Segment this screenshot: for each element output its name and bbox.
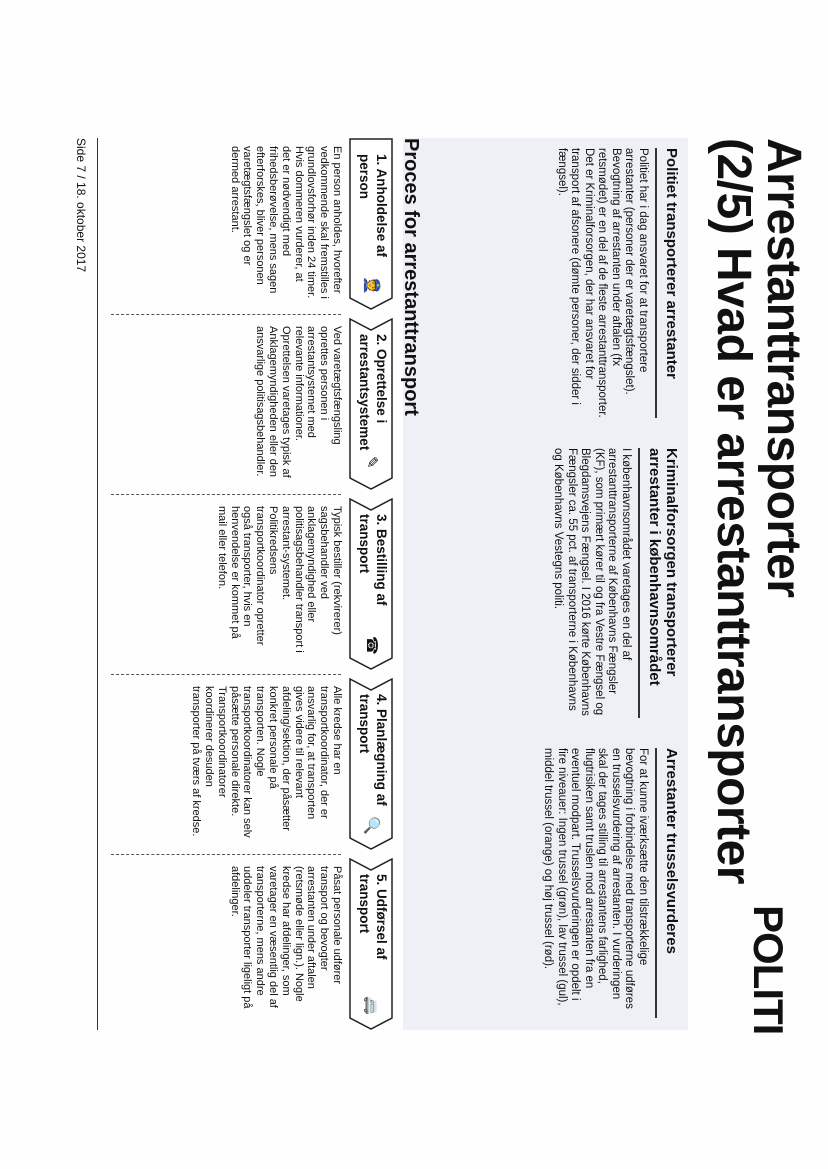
search-icon: 🔍 (363, 816, 380, 835)
step-description: Påsat personale udfører transport og bevogter arrestanten under aftalen (retsmøde eller lign.). Nogle kredse har afdelinger, som varetager en væsentlig del af transporterne, mens andre uddeler transporter ligeligt på afdelinger. (228, 866, 343, 1009)
step-label: 3. Bestilling af transport (357, 514, 389, 606)
page-subtitle: (2/5) Hvad er arrestanttransporter (707, 138, 760, 884)
process-step-4 (189, 678, 393, 850)
footer-divider (97, 138, 98, 1030)
process-step-2 (253, 318, 393, 490)
step-label: 5. Udførsel af transport (357, 874, 389, 960)
info-text: I københavnsområdet varetages en del af arrestanttransporterne af Københavns Fængsler (KF), som primært kører til og fra Vestre Fængsel og Blegdamsvejens Fængsel. I 2016 kørte Københavns Fængsler ca. 55 pct. af transporterne i Københavns og Københavns Vestegns politi. (552, 448, 632, 716)
info-column-kriminalforsorgen (551, 448, 680, 718)
title-block (708, 138, 808, 998)
step-divider (111, 494, 341, 495)
pen-icon: ✎ (363, 456, 380, 469)
process-step-5 (228, 858, 393, 1030)
info-heading: Politiet transporterer arrestanter (655, 148, 680, 418)
phone-icon: ☎ (363, 636, 380, 655)
step-description: Ved varetægtsfængsling oprettes personen i arrestantsystemet med relevante informationer. Oprettelsen varetages typisk af Anklagemyndigheden eller den ansvarlige politisagsbehandler. (254, 326, 343, 478)
info-column-trusselsvurdering (541, 748, 680, 1018)
step-label: 2. Oprettelse i arrestantsystemet (357, 334, 389, 451)
step-divider (111, 854, 341, 855)
step-divider (111, 314, 341, 315)
info-heading: Kriminalforsorgen transporterer arrestanter i københavnsområdet (638, 448, 680, 718)
info-column-politiet (555, 148, 681, 418)
info-text: Politiet har i dag ansvaret for at transportere arrestanter (personer der er varetægtsfængslet). Bevogtning af arrestanten under aftalen (fx retsmødet) er en del af de fleste arrestanttransporter. Det er Kriminalforsorgen, der har ansvaret for transport af afsonere (dømte personer, der sidder i fængsel). (556, 148, 649, 418)
process-title: Proces for arrestanttransport (400, 138, 422, 416)
info-text: For at kunne iværksætte den tilstrækkelige bevogtning i forbindelse med transporterne udføres en trusselsvurdering af arrestanten. I vurderingen skal der tages stilling til arrestantens farlighed, flugtrisiken samt truslen mod arrestanten fra en eventuel modpart. Trusselsvurderingen er opdelt i fire niveauer: Ingen trussel (grøn), lav trussel (gul), middel trussel (orange) og høj trussel (rød). (542, 748, 649, 1009)
police-officer-icon: 👮 (363, 276, 380, 295)
step-label: 4. Planlægning af transport (357, 694, 389, 806)
step-description: Alle kredse har en transportkoordinator, der er ansvarlig for, at transporten gives videre til relevant afdeling/sektion, der påsætter konkret personale på transporten. Nogle transportkoordinatorer kan selv påsætte personale direkte. Transportkoordinatorer koordinerer desuden transporter på tværs af kredse. (190, 686, 343, 838)
process-step-3 (215, 498, 393, 670)
politi-logo: POLITI (745, 905, 792, 1035)
step-label: 1. Anholdelse af person (357, 154, 389, 258)
van-icon: 🚐 (363, 996, 380, 1015)
step-description: En person anholdes, hvorefter vedkommende skal fremstilles i grundlovsforhør inden 24 timer. Hvis dommeren vurderer, at det er nødvendigt med frihedsberøvelse, mens sagen efterforskes, bliver personen varetægtsfængslet og er dermed arrestant. (228, 146, 343, 299)
info-heading: Arrestanter trusselsvurderes (655, 748, 680, 1018)
step-divider (111, 674, 341, 675)
info-panel (403, 138, 688, 1030)
step-description: Typisk bestiller (rekvirerer) sagsbehandler ved anklagemyndighed eller politisagsbehandler transport i arrestant-systemet. Politikredsens transportkoordinator opretter også transporter, hvis en henvendelse er kommet på mail eller telefon. (215, 506, 343, 653)
page-title: Arrestanttransporter (757, 138, 810, 598)
page-footer: Side 7 / 18. oktober 2017 (74, 138, 88, 273)
process-step-1 (228, 138, 393, 310)
